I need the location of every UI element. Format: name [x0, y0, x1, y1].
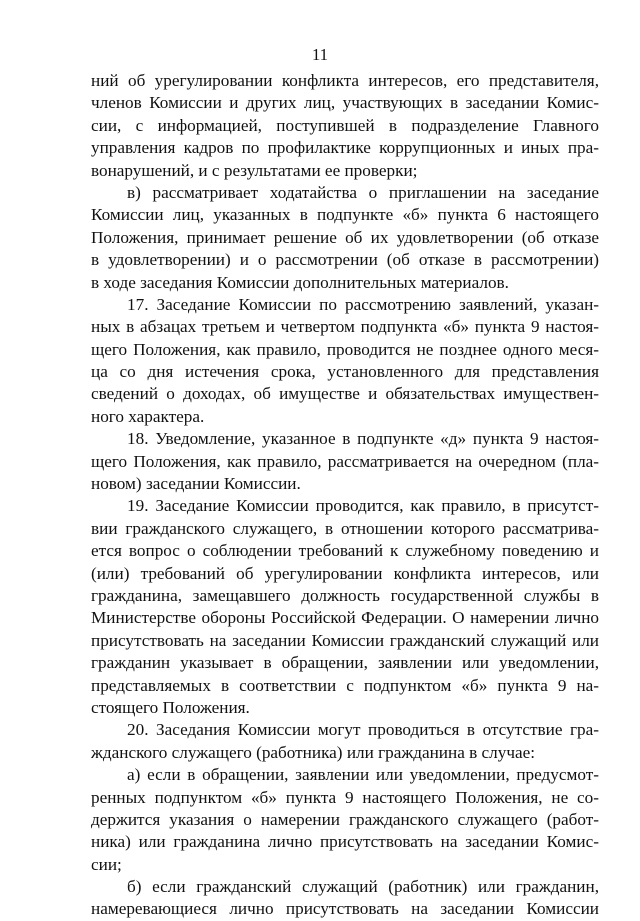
text-line: 17. Заседание Комиссии по рассмотрению заявлений, указан- [127, 294, 599, 314]
text-line: вии гражданского служащего, в отношении которого рассматрива- [91, 518, 599, 538]
text-line: намеревающиеся лично присутствовать на заседании Комиссии [91, 899, 599, 919]
text-line: 18. Уведомление, указанное в подпункте «д» пункта 9 настоя- [127, 429, 599, 449]
text-line: б) если гражданский служащий (работник) или гражданин, [127, 877, 599, 897]
text-line: щего Положения, как правило, проводится не позднее одного меся- [91, 339, 599, 359]
text-line: в удовлетворении) и о рассмотрении (об отказе в рассмотрении) [91, 250, 599, 270]
text-line: сии; [91, 854, 122, 874]
text-line: гражданин указывает в обращении, заявлении или уведомлении, [91, 653, 599, 673]
text-line: членов Комиссии и других лиц, участвующих в заседании Комис- [91, 93, 599, 113]
text-line: ного характера. [91, 406, 205, 426]
document-body-text [91, 70, 599, 921]
text-line: ется вопрос о соблюдении требований к служебному поведению и [91, 541, 599, 561]
text-line: жданского служащего (работника) или гражданина в случае: [91, 742, 536, 762]
text-line: ника) или гражданина лично присутствовать на заседании Комис- [91, 832, 599, 852]
text-line: ца со дня истечения срока, установленного для представления [91, 362, 599, 382]
text-line: вонарушений, и с результатами ее проверки; [91, 160, 418, 180]
text-line: (или) требований об урегулировании конфликта интересов, или [91, 563, 599, 583]
text-line: ренных подпунктом «б» пункта 9 настоящего Положения, не со- [91, 787, 599, 807]
text-line: представляемых в соответствии с подпунктом «б» пункта 9 на- [91, 675, 599, 695]
text-line: новом) заседании Комиссии. [91, 474, 301, 494]
text-line: 20. Заседания Комиссии могут проводиться в отсутствие гра- [127, 720, 599, 740]
text-line: сведений о доходах, об имуществе и обязательствах имуществен- [91, 384, 599, 404]
text-line: Министерстве обороны Российской Федерации. О намерении лично [91, 608, 599, 628]
text-line: стоящего Положения. [91, 697, 250, 717]
text-line: присутствовать на заседании Комиссии гражданский служащий или [91, 630, 599, 650]
text-line: Положения, принимает решение об их удовлетворении (об отказе [91, 227, 599, 247]
text-line: в) рассматривает ходатайства о приглашении на заседание [127, 182, 599, 202]
text-line: ных в абзацах третьем и четвертом подпункта «б» пункта 9 настоя- [91, 317, 599, 337]
text-line: ний об урегулировании конфликта интересов, его представителя, [91, 71, 599, 90]
text-line: сии, с информацией, поступившей в подразделение Главного [91, 115, 599, 135]
text-line: в ходе заседания Комиссии дополнительных материалов. [91, 272, 509, 292]
page-number: 11 [311, 45, 329, 64]
text-line: щего Положения, как правило, рассматривается на очередном (пла- [91, 451, 599, 471]
text-line: управления кадров по профилактике коррупционных и иных пра- [91, 138, 599, 158]
text-line: а) если в обращении, заявлении или уведомлении, предусмот- [127, 765, 599, 785]
text-line: 19. Заседание Комиссии проводится, как правило, в присутст- [127, 496, 599, 516]
text-line: держится указания о намерении гражданского служащего (работ- [91, 809, 599, 829]
text-line: Комиссии лиц, указанных в подпункте «б» пункта 6 настоящего [91, 205, 599, 225]
text-line: гражданина, замещавшего должность государственной службы в [91, 585, 599, 605]
